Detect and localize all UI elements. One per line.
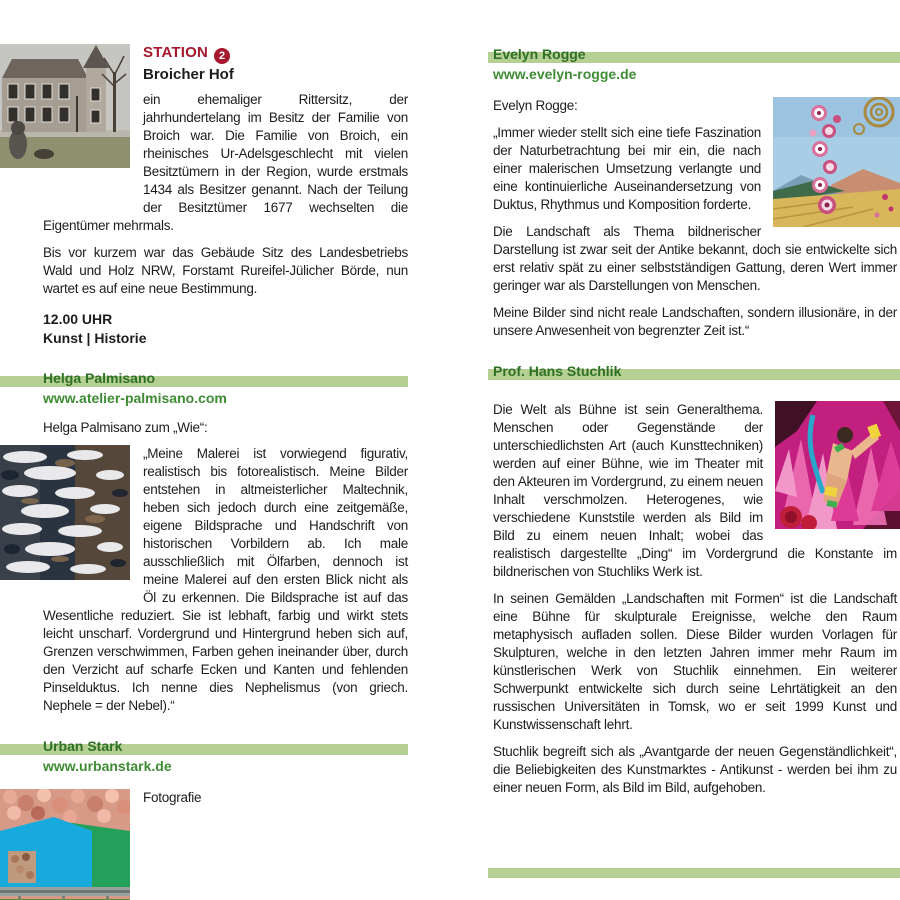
next-section-band [488, 868, 900, 878]
palmisano-quote: „Meine Malerei ist vorwiegend figurativ, realistisch bis fotorealistisch. Meine Bilder entstehen in altmeisterlicher Maltechnik, heben sich jedoch durch eine zeitgemäße, eigene Bildsprache und Handschrift von historischen Vorbildern ab. Ich male ausschließlich mit Ölfarben, dennoch ist meine Malerei auf den ersten Blick nicht als Öl zu erkennen. Die Bildsprache ist auf das Wesentliche reduziert. Sie ist lebhaft, farbig und wirkt stets leicht unscharf. Vordergrund und Hintergrund heben sich auf, Grenzen verschwimmen, Farben gehen ineinander über, durch den Verzicht auf scharfe Ecken und Kanten und fehlenden Pinselduktus. Ich nenne dies Nephelismus (von griech. Nephele = der Nebel).“ [43, 446, 408, 713]
palmisano-name: Helga Palmisano [43, 370, 156, 386]
stuchlik-paragraph-1: Die Welt als Bühne ist sein Generalthema. Menschen oder Gegenstände der unterschiedlichsten Art (auch Kunsttechniken) werden auf einer Bühne, wie im Theater mit den Akteuren im Vordergrund, zu einem neuen Inhalt verschmolzen. Heterogenes, wie verschiedene Kunststile werden als Bild im Bild zu einem neuen Inhalt; wobei das realistisch dargestellte „Ding“ im Vordergrund die Konstante im bildnerischen von Stuchliks Werk ist. [493, 402, 897, 579]
station-label: STATION [143, 44, 209, 61]
stark-header [43, 736, 408, 756]
palmisano-website: www.atelier-palmisano.com [43, 390, 227, 406]
stark-website: www.urbanstark.de [43, 758, 172, 774]
rogge-header [493, 44, 897, 64]
station-paragraph-2: Bis vor kurzem war das Gebäude Sitz des Landesbetriebs Wald und Holz NRW, Forstamt Rureifel-Jülicher Börde, nun wartet es auf eine neue Bestimmung. [43, 245, 408, 296]
stuchlik-section [493, 361, 897, 806]
palmisano-intro: Helga Palmisano zum „Wie“: [43, 420, 208, 435]
rogge-name: Evelyn Rogge [493, 46, 586, 62]
stark-category: Fotografie [143, 790, 202, 805]
station-time-category [43, 310, 408, 348]
stuchlik-photo-float [763, 401, 900, 543]
broicher-hof-photo [0, 44, 130, 168]
left-page-column [0, 44, 408, 900]
palmisano-quote-block [43, 445, 408, 715]
stuchlik-name: Prof. Hans Stuchlik [493, 363, 622, 379]
palmisano-photo-float [0, 445, 143, 595]
rogge-photo-float [761, 97, 900, 231]
stark-name: Urban Stark [43, 738, 123, 754]
palmisano-section [43, 368, 408, 724]
stuchlik-paragraph-2: In seinen Gemälden „Landschaften mit Formen“ ist die Landschaft eine Bühne für skulpturale Ereignisse, welche den Raum metaphysisch aufladen sollen. Diese Bilder wurden Vorlagen für Skulpturen, welche in den letzten Jahren immer mehr Raum im künstlerischen Werk von Stuchlik einnehmen. Ein weiterer Schwerpunkt entwickelte sich durch seine Lehrtätigkeit an den russischen Universitäten in Tomsk, wo er seit 1999 Kunst und Kunstwissenschaft lehrt. [493, 591, 897, 732]
right-page-column [488, 44, 900, 806]
palmisano-artwork-photo [0, 445, 130, 580]
rogge-artwork-photo [773, 97, 900, 227]
stuchlik-text-block [493, 401, 897, 797]
rogge-paragraph-2: Die Landschaft als Thema bildnerischer Darstellung ist zwar seit der Antike bekannt, doch sie entwickelte sich erst relativ spät zu einer selbstständigen Gattung, deren Wert immer geringer war als Darstellungen von Menschen. [493, 224, 897, 293]
urban-stark-photo [0, 789, 130, 900]
station-photo-float [0, 44, 143, 202]
palmisano-header [43, 368, 408, 388]
stuchlik-paragraph-3: Stuchlik begreift sich als „Avantgarde der neuen Gegenständlichkeit“, die Beliebigkeiten des Kunstmarktes - Antikunst - werden bei ihm zu einer neuen Form, als Bild im Bild, aufgehoben. [493, 744, 897, 795]
station-time: 12.00 UHR [43, 311, 113, 327]
station-paragraph-1: ein ehemaliger Rittersitz, der jahrhundertelang im Besitz der Familie von Broich war. Die Familie von Broich, ein rheinisches Ur-Adelsgeschlecht mit vielen Besitztümern in der Region, wurde erstmals 1434 als Besitzer genannt. Nach der Teilung der Besitztümer 1677 wechselten die Eigentümer mehrmals. [43, 92, 408, 233]
stark-photo-float [0, 789, 143, 900]
station-title: Broicher Hof [143, 66, 234, 83]
station-section [43, 44, 408, 348]
stuchlik-artwork-photo [775, 401, 900, 529]
rogge-section [493, 44, 897, 349]
rogge-intro: Evelyn Rogge: [493, 98, 578, 113]
rogge-paragraph-3: Meine Bilder sind nicht reale Landschaften, sondern illusionäre, in der unsere Anwesenheit von begrenzter Zeit ist.“ [493, 305, 897, 338]
stark-photo-block [43, 789, 408, 807]
stark-section [43, 736, 408, 900]
rogge-website: www.evelyn-rogge.de [493, 66, 637, 82]
station-category: Kunst | Historie [43, 330, 147, 346]
station-number-badge: 2 [214, 48, 230, 64]
rogge-text-block [493, 97, 897, 340]
rogge-paragraph-1: „Immer wieder stellt sich eine tiefe Faszination der Naturbetrachtung bei mir ein, die nach einer malerischen Umsetzung verlangte und eine kontinuierliche Auseinandersetzung von Duktus, Rhythmus und Komposition forderte. [493, 125, 761, 212]
stuchlik-header [493, 361, 897, 381]
